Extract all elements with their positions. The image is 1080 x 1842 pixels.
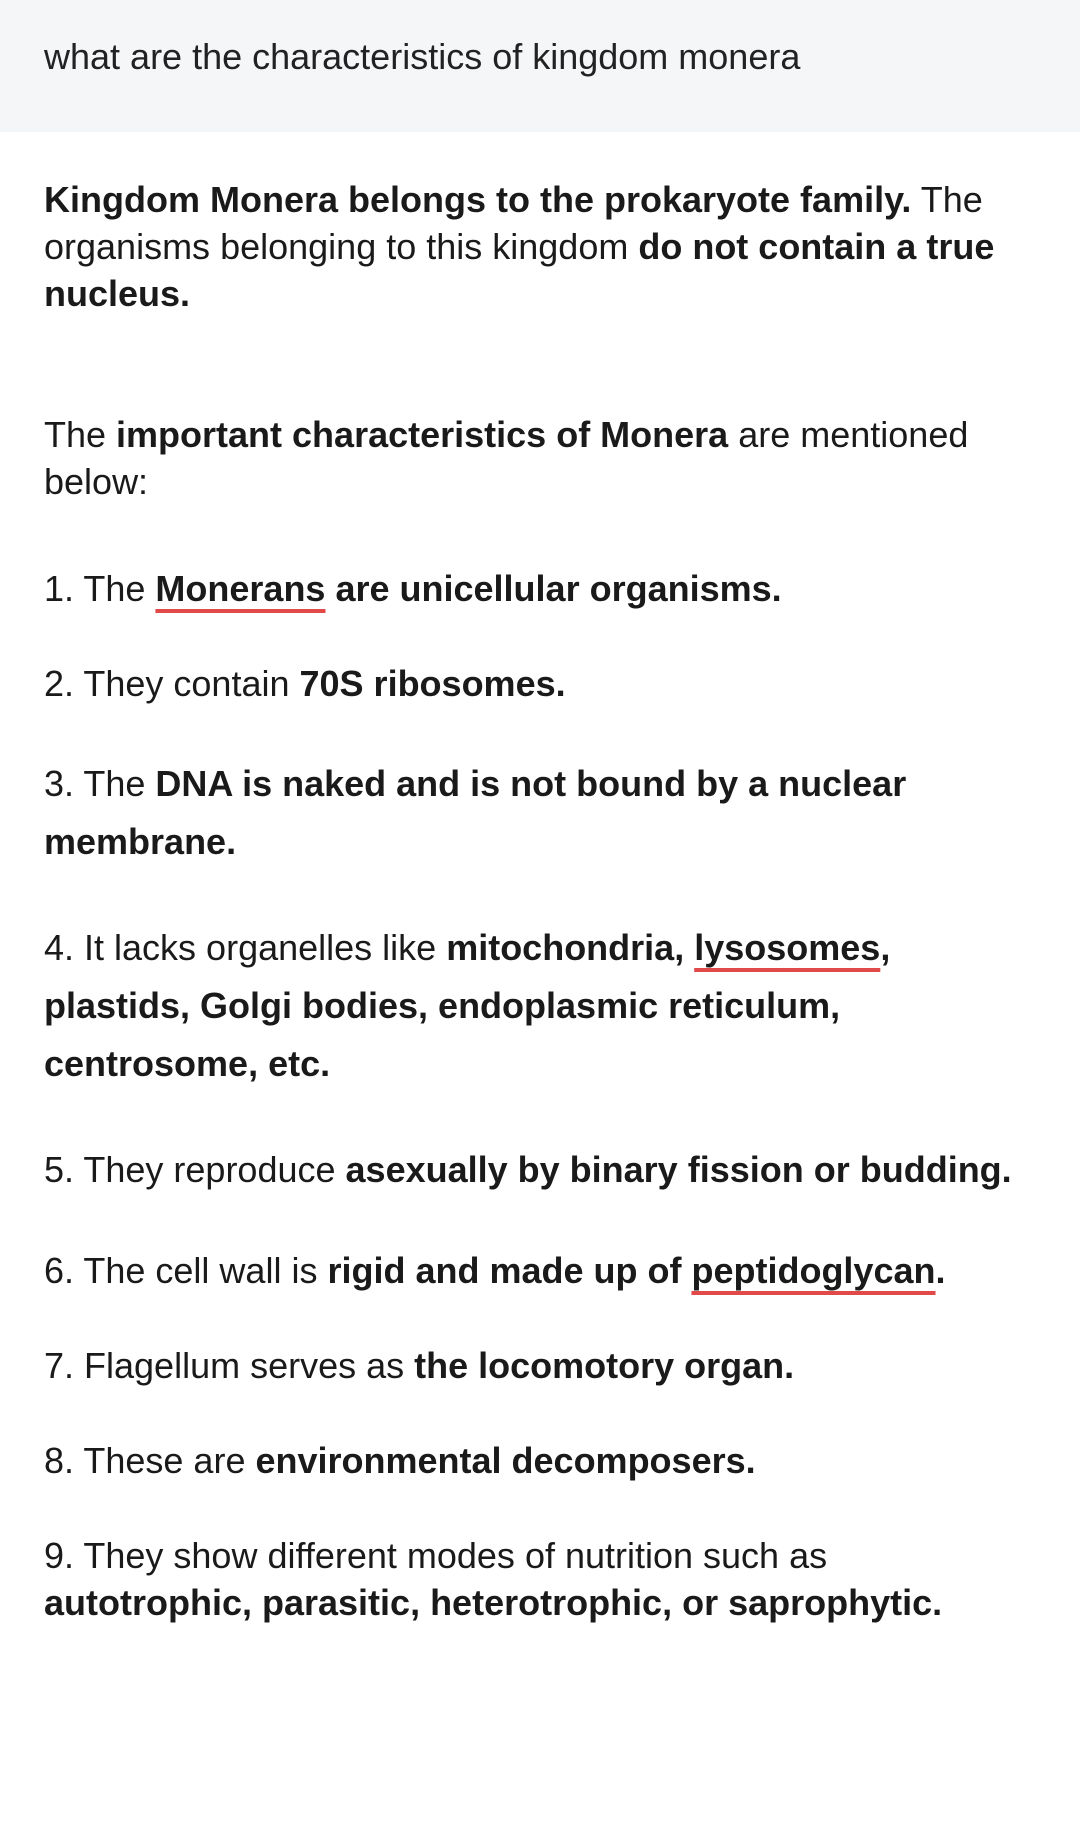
intro-text-1: The organisms belonging to this kingdom (44, 179, 983, 267)
item-1-bold: are unicellular organisms. (325, 568, 782, 609)
lead-bold-1: important characteristics of Monera (116, 414, 729, 455)
item-5-text: 5. They reproduce (44, 1149, 346, 1190)
item-4-bold-1: mitochondria, (446, 927, 695, 968)
list-item-6 (44, 1247, 1036, 1294)
item-6-text: 6. The cell wall is (44, 1250, 328, 1291)
lead-paragraph (44, 411, 1036, 505)
item-3-text: 3. The (44, 763, 156, 804)
list-item-3 (44, 755, 1036, 871)
intro-bold-1: Kingdom Monera belongs to the prokaryote family. (44, 179, 912, 220)
list-item-7 (44, 1342, 1036, 1389)
intro-paragraph (44, 176, 1036, 317)
item-6-bold-1: rigid and made up of (327, 1250, 692, 1291)
intro-bold-2: do not contain a true nucleus. (44, 226, 995, 314)
answer-body (0, 132, 1080, 1626)
item-7-text: 7. Flagellum serves as (44, 1345, 415, 1386)
item-4-bold-2: , plastids, Golgi bodies, endoplasmic reticulum, centrosome, etc. (44, 927, 891, 1084)
question-bar (0, 0, 1080, 132)
list-item-4 (44, 919, 1036, 1093)
item-2-text: 2. They contain (44, 663, 300, 704)
item-8-bold: environmental decomposers. (255, 1440, 756, 1481)
item-7-bold: the locomotory organ. (414, 1345, 795, 1386)
list-item-1 (44, 565, 1036, 612)
item-1-text: 1. The (44, 568, 156, 609)
item-4-spellcheck-word[interactable]: lysosomes (694, 927, 881, 968)
list-item-2 (44, 660, 1036, 707)
item-9-bold: autotrophic, parasitic, heterotrophic, or saprophytic. (44, 1582, 943, 1623)
item-8-text: 8. These are (44, 1440, 256, 1481)
list-item-8 (44, 1437, 1036, 1484)
item-5-bold: asexually by binary fission or budding. (345, 1149, 1012, 1190)
question-text: what are the characteristics of kingdom monera (44, 36, 801, 77)
list-item-5 (44, 1141, 1036, 1199)
item-4-text: 4. It lacks organelles like (44, 927, 447, 968)
lead-text-2: are mentioned below: (44, 414, 969, 502)
item-3-bold: DNA is naked and is not bound by a nuclear membrane. (44, 763, 907, 862)
item-1-spellcheck-word[interactable]: Monerans (155, 568, 326, 609)
lead-text-1: The (44, 414, 117, 455)
item-9-text: 9. They show different modes of nutrition such as (44, 1535, 828, 1576)
item-2-bold: 70S ribosomes. (299, 663, 566, 704)
list-item-9 (44, 1532, 1036, 1626)
item-6-spellcheck-word[interactable]: peptidoglycan (691, 1250, 936, 1291)
item-6-bold-2: . (935, 1250, 946, 1291)
